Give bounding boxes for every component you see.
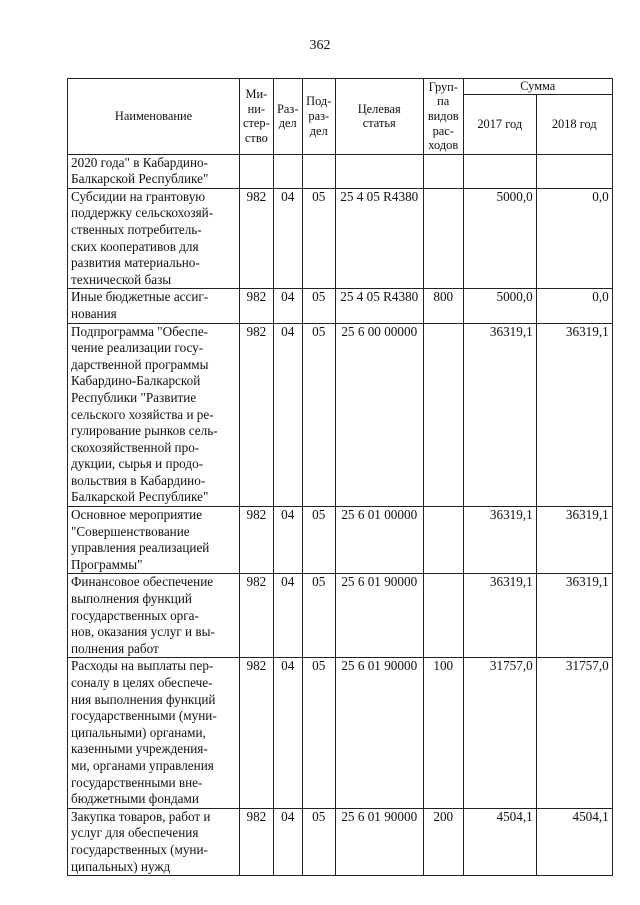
row-sum-2018-cell: 36319,1 [536, 574, 612, 658]
row-name-cell: Иные бюджетные ассиг- нования [68, 289, 240, 323]
row-name-cell: 2020 года" в Кабардино- Балкарской Республике" [68, 154, 240, 188]
row-ministry-cell: 982 [240, 574, 274, 658]
row-group-cell: 800 [423, 289, 463, 323]
row-section-cell: 04 [273, 808, 302, 875]
row-group-cell [423, 154, 463, 188]
row-ministry-cell: 982 [240, 808, 274, 875]
row-section-cell: 04 [273, 658, 302, 808]
row-subsection-cell: 05 [302, 574, 335, 658]
row-target-cell: 25 6 01 90000 [335, 808, 423, 875]
table-row [68, 808, 613, 875]
table-row [68, 323, 613, 507]
row-group-cell [423, 188, 463, 289]
row-target-cell: 25 4 05 R4380 [335, 188, 423, 289]
row-subsection-cell: 05 [302, 188, 335, 289]
row-sum-2017-cell: 5000,0 [463, 289, 536, 323]
header-sum: Сумма [463, 79, 612, 95]
row-ministry-cell [240, 154, 274, 188]
row-section-cell: 04 [273, 188, 302, 289]
row-target-cell [335, 154, 423, 188]
row-sum-2017-cell: 5000,0 [463, 188, 536, 289]
row-group-cell [423, 574, 463, 658]
table-row [68, 188, 613, 289]
row-section-cell: 04 [273, 323, 302, 507]
row-group-cell [423, 507, 463, 574]
row-subsection-cell: 05 [302, 658, 335, 808]
table-row [68, 658, 613, 808]
row-group-cell [423, 323, 463, 507]
row-ministry-cell: 982 [240, 658, 274, 808]
header-year-2018: 2018 год [536, 94, 612, 154]
row-sum-2017-cell: 31757,0 [463, 658, 536, 808]
row-sum-2018-cell: 0,0 [536, 289, 612, 323]
row-name-cell: Подпрограмма "Обеспе- чение реализации госу- дарственной программы Кабардино-Балкарской Республики "Развитие сельского хозяйства и ре- гулирование рынков сель- скохозяйственной про- дукции, сырья и продо- вольствия в Кабардино- Балкарской Республике" [68, 323, 240, 507]
table-row [68, 507, 613, 574]
row-target-cell: 25 6 01 90000 [335, 658, 423, 808]
row-ministry-cell: 982 [240, 507, 274, 574]
header-name: Наименование [68, 79, 240, 155]
row-sum-2018-cell: 36319,1 [536, 323, 612, 507]
row-group-cell: 200 [423, 808, 463, 875]
row-subsection-cell: 05 [302, 323, 335, 507]
row-sum-2018-cell: 0,0 [536, 188, 612, 289]
row-section-cell: 04 [273, 574, 302, 658]
row-group-cell: 100 [423, 658, 463, 808]
row-sum-2018-cell: 36319,1 [536, 507, 612, 574]
row-subsection-cell: 05 [302, 289, 335, 323]
row-name-cell: Закупка товаров, работ и услуг для обеспечения государственных (муни- ципальных) нужд [68, 808, 240, 875]
row-sum-2018-cell: 31757,0 [536, 658, 612, 808]
row-section-cell: 04 [273, 289, 302, 323]
row-ministry-cell: 982 [240, 323, 274, 507]
row-section-cell [273, 154, 302, 188]
row-subsection-cell: 05 [302, 507, 335, 574]
row-sum-2017-cell: 4504,1 [463, 808, 536, 875]
row-sum-2018-cell: 4504,1 [536, 808, 612, 875]
row-name-cell: Финансовое обеспечение выполнения функций государственных орга- нов, оказания услуг и вы- полнения работ [68, 574, 240, 658]
table-row [68, 289, 613, 323]
header-section: Раз- дел [273, 79, 302, 155]
header-year-2017: 2017 год [463, 94, 536, 154]
row-ministry-cell: 982 [240, 289, 274, 323]
row-name-cell: Основное мероприятие "Совершенствование управления реализацией Программы" [68, 507, 240, 574]
row-sum-2017-cell: 36319,1 [463, 507, 536, 574]
header-group: Груп- па видов рас- ходов [423, 79, 463, 155]
header-subsection: Под- раз- дел [302, 79, 335, 155]
header-ministry: Ми- ни- стер- ство [240, 79, 274, 155]
row-name-cell: Субсидии на грантовую поддержку сельскохозяй- ственных потребитель- ских кооперативов для развития материально- технической базы [68, 188, 240, 289]
row-subsection-cell: 05 [302, 808, 335, 875]
row-target-cell: 25 6 01 90000 [335, 574, 423, 658]
row-target-cell: 25 6 00 00000 [335, 323, 423, 507]
row-sum-2017-cell [463, 154, 536, 188]
budget-table [67, 78, 613, 876]
page-number: 362 [309, 38, 331, 53]
row-ministry-cell: 982 [240, 188, 274, 289]
header-target: Целевая статья [335, 79, 423, 155]
row-sum-2017-cell: 36319,1 [463, 323, 536, 507]
row-section-cell: 04 [273, 507, 302, 574]
table-row [68, 154, 613, 188]
row-sum-2017-cell: 36319,1 [463, 574, 536, 658]
row-subsection-cell [302, 154, 335, 188]
row-name-cell: Расходы на выплаты пер- соналу в целях обеспече- ния выполнения функций государственными (муни- ципальными) органами, казенными учреждения- ми, органами управления государственными вне- бюджетными фондами [68, 658, 240, 808]
row-target-cell: 25 6 01 00000 [335, 507, 423, 574]
table-row [68, 574, 613, 658]
row-target-cell: 25 4 05 R4380 [335, 289, 423, 323]
row-sum-2018-cell [536, 154, 612, 188]
